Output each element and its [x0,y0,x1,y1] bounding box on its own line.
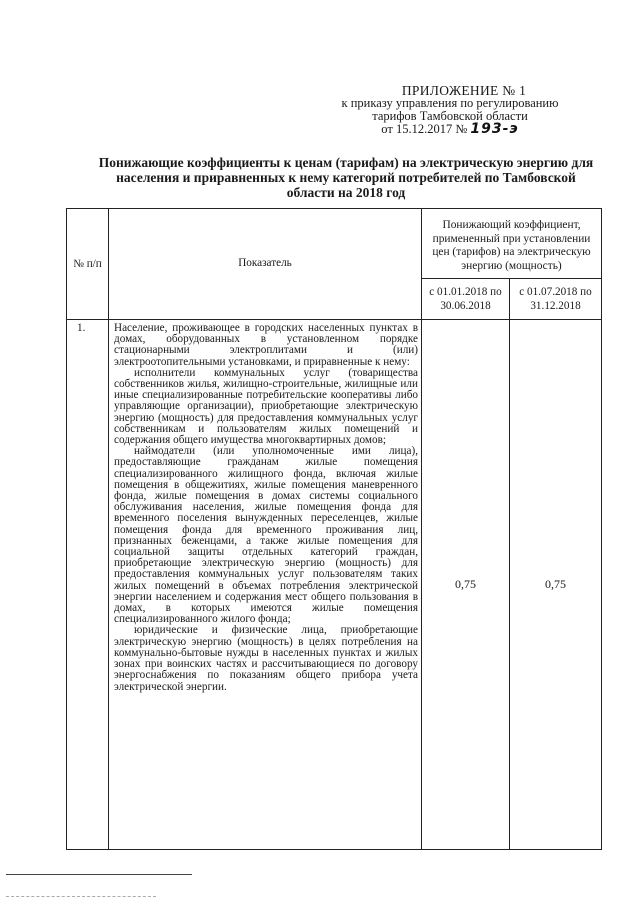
row-value-period-2: 0,75 [510,320,602,850]
appendix-title: ПРИЛОЖЕНИЕ № 1 [401,83,527,98]
header-period-1: с 01.01.2018 по 30.06.2018 [422,279,510,320]
row-paragraph: исполнители коммунальных услуг (товарищества собственников жилья, жилищно-строительные, жилищные или иные специализированные потребительские кооперативы либо управляющие организации), приобретающие электрическую энергию (мощность) для предоставления коммунальных услуг собственникам и пользователям жилых помещений и содержания общего имущества многоквартирных домов; [114,366,418,447]
footnote-divider [6,874,192,875]
handwritten-order-number: 193-э [470,121,519,137]
row-indicator-text [109,320,422,850]
header-period-2: с 01.07.2018 по 31.12.2018 [510,279,602,320]
header-coefficient: Понижающий коэффициент, примененный при установлении цен (тарифов) на электрическую энергию (мощность) [422,209,602,279]
row-value-period-1: 0,75 [422,320,510,850]
appendix-date: от 15.12.2017 № [381,122,468,136]
row-number: 1. [67,320,109,850]
scan-edge-mark [6,896,156,899]
appendix-header [300,84,600,136]
header-num: № п/п [67,209,109,320]
appendix-date-line [300,123,600,136]
header-indicator: Показатель [109,209,422,320]
table-row [67,320,602,850]
row-paragraph: наймодатели (или уполномоченные ими лица), предоставляющие гражданам жилые помещения специализированного жилищного фонда, включая жилые помещения в общежитиях, жилые помещения маневренного фонда, жилые помещения в домах системы социального обслуживания населения, жилые помещения фонда для временного поселения вынужденных переселенцев, жилые помещения фонда для временного проживания лиц, признанных беженцами, а также жилые помещения для социальной защиты отдельных категорий граждан, приобретающие электрическую энергию (мощность) для предоставления коммунальных услуг пользователям таких жилых помещений в объемах потребления электрической энергии населением и содержания мест общего пользования в домах, в которых имеются жилые помещения специализированного жилого фонда; [114,445,418,626]
table-header-row [67,209,602,279]
coefficients-table [66,208,602,850]
appendix-line-2: тарифов Тамбовской области [372,109,528,123]
appendix-line-1: к приказу управления по регулированию [341,96,559,110]
row-paragraph: юридические и физические лица, приобретающие электрическую энергию (мощность) в целях потребления на коммунально-бытовые нужды в населенных пунктах и жилых зонах при воинских частях и рассчитывающиеся по договору энергоснабжения по показаниям общего прибора учета электрической энергии. [114,624,418,693]
document-title: Понижающие коэффициенты к ценам (тарифам) на электрическую энергию для населения и приравненных к нему категорий потребителей по Тамбовской области на 2018 год [98,155,594,200]
row-paragraph: Население, проживающее в городских населенных пунктах в домах, оборудованных в установленном порядке стационарными электроплитами и (или) электроотопительными установками, и приравненные к нему: [114,322,418,368]
